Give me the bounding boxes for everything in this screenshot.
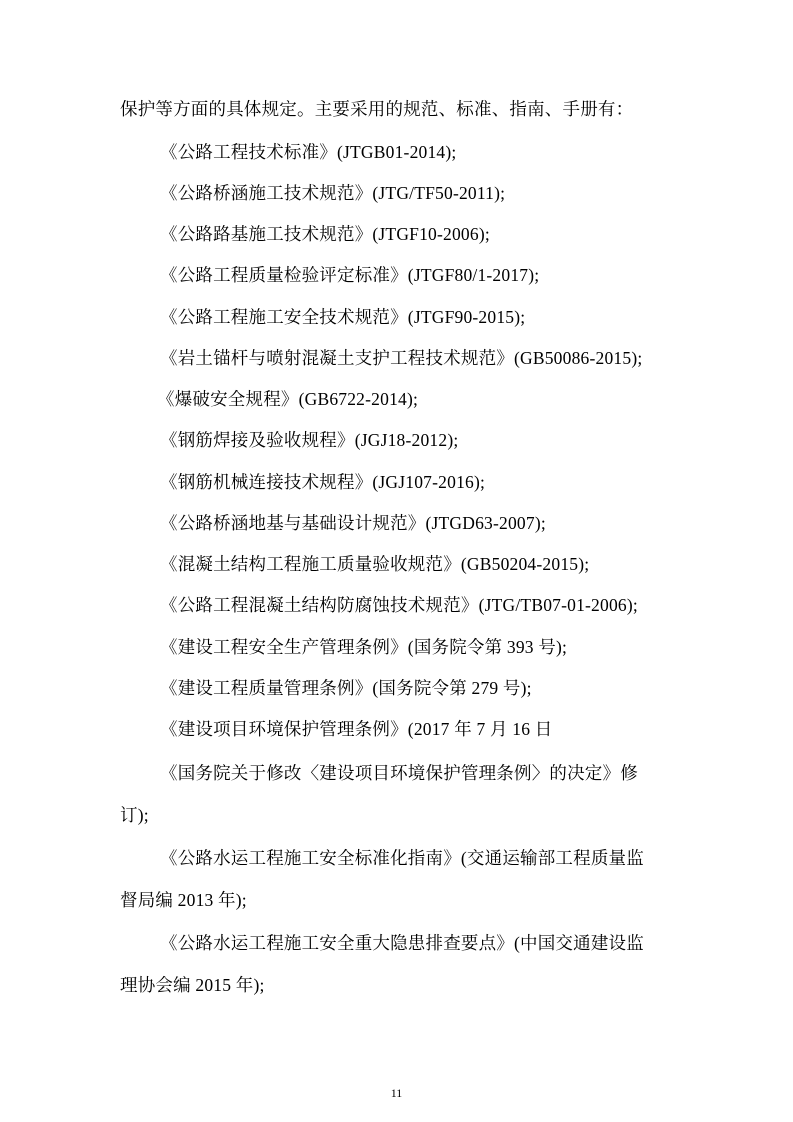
reference-line: 《公路工程施工安全技术规范》(JTGF90-2015); bbox=[160, 307, 526, 327]
reference-line: 《公路桥涵地基与基础设计规范》(JTGD63-2007); bbox=[160, 513, 546, 533]
reference-line: 《钢筋机械连接技术规程》(JGJ107-2016); bbox=[160, 472, 486, 492]
reference-line-continuation: 督局编 2013 年); bbox=[120, 890, 247, 910]
reference-line: 《钢筋焊接及验收规程》(JGJ18-2012); bbox=[160, 430, 459, 450]
reference-line: 《公路工程质量检验评定标准》(JTGF80/1-2017); bbox=[160, 265, 540, 285]
reference-line: 《混凝土结构工程施工质量验收规范》(GB50204-2015); bbox=[160, 554, 590, 574]
reference-line: 《公路水运工程施工安全重大隐患排查要点》(中国交通建设监 bbox=[160, 933, 644, 953]
reference-line-continuation: 理协会编 2015 年); bbox=[120, 975, 265, 995]
reference-line: 《公路水运工程施工安全标准化指南》(交通运输部工程质量监 bbox=[160, 848, 644, 868]
intro-line: 保护等方面的具体规定。主要采用的规范、标准、指南、手册有： bbox=[120, 99, 634, 119]
reference-line: 《公路路基施工技术规范》(JTGF10-2006); bbox=[160, 224, 490, 244]
reference-line: 《建设项目环境保护管理条例》(2017 年 7 月 16 日 bbox=[160, 719, 553, 739]
reference-line: 《爆破安全规程》(GB6722-2014); bbox=[157, 389, 419, 409]
reference-line: 《公路桥涵施工技术规范》(JTG/TF50-2011); bbox=[160, 183, 506, 203]
reference-line-continuation: 订); bbox=[120, 805, 149, 825]
reference-line: 《公路工程混凝土结构防腐蚀技术规范》(JTG/TB07-01-2006); bbox=[160, 595, 638, 615]
reference-line: 《岩土锚杆与喷射混凝土支护工程技术规范》(GB50086-2015); bbox=[160, 348, 643, 368]
reference-line: 《建设工程安全生产管理条例》(国务院令第 393 号); bbox=[160, 637, 568, 657]
reference-line: 《建设工程质量管理条例》(国务院令第 279 号); bbox=[160, 678, 532, 698]
reference-line: 《公路工程技术标准》(JTGB01-2014); bbox=[160, 142, 457, 162]
reference-line: 《国务院关于修改〈建设项目环境保护管理条例〉的决定》修 bbox=[160, 763, 638, 783]
page-number: 11 bbox=[390, 1086, 403, 1100]
